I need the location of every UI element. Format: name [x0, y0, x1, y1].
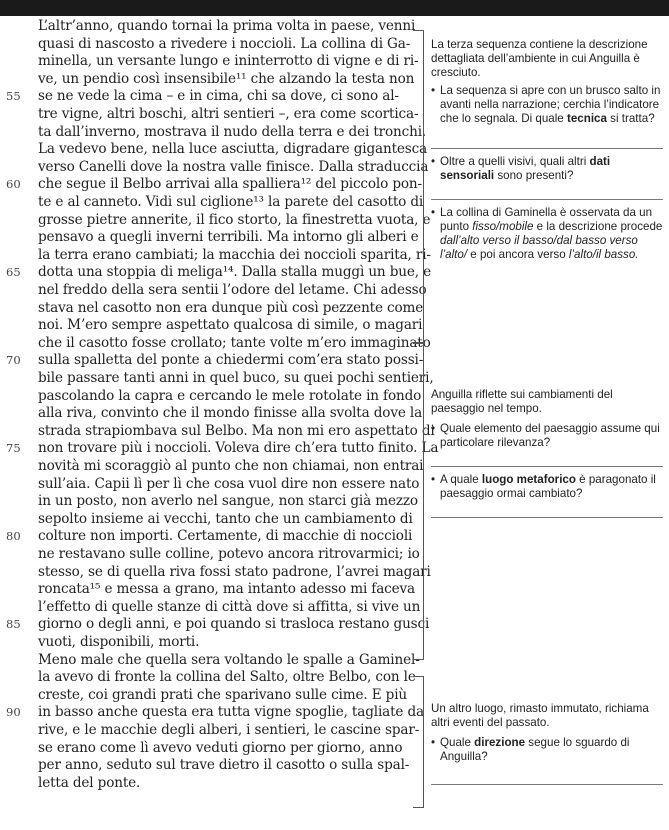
line-number: 55 [6, 89, 21, 104]
section-bracket-2 [413, 342, 424, 660]
question-text: si tratta? [606, 112, 655, 125]
text-line: pensavo a quegli inverni terribili. Ma intorno gli alberi e [38, 229, 419, 246]
question-text: e la descrizione procede [533, 220, 663, 233]
text-line: vuoti, disponibili, morti. [38, 634, 200, 650]
question-option[interactable]: fisso/mobile [472, 220, 534, 233]
sidebar-box-2 [431, 388, 663, 524]
text-line: grosse pietre annerite, il fico storto, la finestretta vuota, e [38, 211, 431, 228]
text-line: ve, un pendio così insensibile¹¹ che alzando la testa non [38, 70, 415, 87]
question-option[interactable]: dall’alto verso il basso/dal basso verso l’alto/ [440, 234, 638, 261]
line-number: 60 [6, 177, 21, 192]
text-line: l’effetto di quelle stanze di città dove si affitta, si vive un [38, 598, 421, 615]
answer-line[interactable] [431, 187, 663, 200]
text-line: la terra erano cambiati; la macchia dei noccioli sparita, ri- [38, 246, 431, 263]
question-keyword: direzione [474, 736, 526, 749]
text-line: minella, un versante lungo e ininterrotto di vigne e di ri- [38, 53, 419, 70]
text-line: te e al canneto. Vidi sul ciglione¹³ la parete del casotto di [38, 194, 424, 210]
question-text: Quale elemento del paesaggio assume qui particolare rilevanza? [440, 422, 660, 449]
section-bracket-3 [413, 676, 424, 808]
question-option[interactable]: l’alto/il basso. [568, 248, 639, 261]
question-text: sono presenti? [494, 169, 574, 182]
text-line: Meno male che quella sera voltando le spalle a Gaminel- [38, 651, 420, 668]
answer-line[interactable] [431, 505, 663, 518]
text-line: roncata¹⁵ e messa a grano, ma intanto adesso mi faceva [38, 581, 415, 598]
question-metaphor-place [431, 473, 663, 501]
sidebar-box-3-intro: Un altro luogo, rimasto immutato, richiama altri eventi del passato. [431, 702, 649, 729]
text-line: noi. M’ero sempre aspettato qualcosa di simile, o magari [38, 317, 423, 334]
text-line: ne restavano sulle colline, potevo ancora ritrovarmici; io [38, 546, 420, 562]
text-line: letta del ponte. [38, 774, 141, 791]
text-line: per anno, seduto sul trave dietro il casotto o sulla spal- [38, 757, 410, 774]
line-number: 70 [6, 353, 21, 368]
text-line: in basso anche questa era tutta vigne spoglie, tagliate da [38, 704, 424, 721]
answer-line[interactable] [431, 136, 663, 149]
question-text: Oltre a quelli visivi, quali altri [440, 155, 590, 168]
question-text: e poi ancora verso [467, 248, 569, 261]
question-keyword: luogo metaforico [481, 473, 576, 486]
question-text: La sequenza si apre con un brusco salto in avanti nella narrazione; cerchia l’indicatore che lo segnala. Di quale [440, 84, 661, 125]
text-line: dotta una stoppia di meliga¹⁴. Dalla stalla muggì un bue, e [38, 264, 431, 281]
answer-line[interactable] [431, 772, 663, 785]
question-text: La collina di Gaminella è osservata da un punto [440, 206, 653, 233]
sidebar-box-1 [431, 38, 663, 262]
text-line: colture non importi. Certamente, di macchie di noccioli [38, 528, 413, 545]
text-line: quasi di nascosto a rivedere i noccioli. La collina di Ga- [38, 35, 411, 52]
text-line: stava nel casotto non era dunque più così pezzente come [38, 299, 424, 316]
sidebar-box-3 [431, 702, 663, 791]
text-line: giorno o degli anni, e poi quando si trasloca restano gusci [38, 616, 430, 633]
line-number: 90 [6, 705, 21, 720]
text-line: rive, e le macchie degli alberi, i sentieri, le cascine spar- [38, 722, 420, 738]
question-flash-forward [431, 84, 663, 126]
text-line: la avevo di fronte la collina del Salto, oltre Belbo, con le [38, 669, 416, 686]
sidebar-box-2-intro: Anguilla riflette sui cambiamenti del paesaggio nel tempo. [431, 388, 613, 415]
text-line: se ne vede la cima – e in cima, chi sa dove, ci sono al- [38, 88, 399, 105]
text-line: novità mi scoraggiò al punto che non chiamai, non entrai [38, 458, 424, 474]
question-text: segue lo sguardo di Anguilla? [440, 736, 630, 763]
text-line: se erano come lì avevo veduti giorno per giorno, anno [38, 739, 403, 756]
text-line: non trovare più i noccioli. Voleva dire ch’era tutto finito. La [38, 440, 439, 457]
text-line: creste, coi grandi prati che sparivano sulle cime. E più [38, 686, 407, 703]
top-edge-bar [0, 0, 669, 16]
text-line: pascolando la capra e cercando le mele rotolate in fondo [38, 387, 422, 404]
question-text: A quale [440, 473, 482, 486]
question-text: Quale [440, 736, 475, 749]
text-line: bile passare tanti anni in quel buco, su quei pochi sentieri, [38, 370, 434, 386]
text-line: stesso, se di quella riva fossi stato padrone, l’avrei magari [38, 563, 431, 580]
line-number: 85 [6, 617, 21, 632]
text-line: che segue il Belbo arrivai alla spalliera¹² del piccolo pon- [38, 176, 422, 193]
question-point-of-view [431, 206, 663, 262]
sidebar-box-1-intro: La terza sequenza contiene la descrizione dettagliata dell’ambiente in cui Anguilla è cresciuto. [431, 38, 648, 79]
text-line: verso Canelli dove la nostra valle finisce. Dalla straduccia [38, 158, 429, 175]
text-line: L’altr’anno, quando tornai la prima volta in paese, venni [38, 18, 416, 34]
line-number: 75 [6, 441, 21, 456]
text-line: sepolto insieme ai vecchi, tanto che un cambiamento di [38, 510, 413, 527]
text-line: in un posto, non averlo nel sangue, non starci già mezzo [38, 493, 418, 510]
line-number: 80 [6, 529, 21, 544]
answer-line[interactable] [431, 454, 663, 467]
question-sensory-data [431, 155, 663, 183]
text-line: che il casotto fosse crollato; tante volte m’ero immaginato [38, 334, 431, 351]
text-line: nel freddo della sera sentii l’odore del letame. Chi adesso [38, 282, 427, 298]
question-landscape-element [431, 422, 663, 450]
question-keyword: dati sensoriali [440, 155, 611, 182]
text-line: sulla spalletta del ponte a chiedermi com’era stato possi- [38, 352, 424, 369]
text-line: sull’aia. Capii lì per lì che cosa vuol dire non essere nato [38, 475, 420, 492]
section-bracket-1 [413, 30, 424, 344]
text-line: alla riva, convinto che il mondo finisse alla svolta dove la [38, 405, 423, 422]
text-line: ta dall’inverno, mostrava il nudo della terra e dei tronchi. [38, 123, 427, 140]
text-line: strada strapiombava sul Belbo. Ma non mi ero aspettato di [38, 422, 435, 439]
line-number: 65 [6, 265, 21, 280]
text-line: tre vigne, altri boschi, altri sentieri –, era come scortica- [38, 106, 419, 122]
question-keyword: tecnica [566, 112, 607, 125]
text-line: La vedevo bene, nella luce asciutta, digradare gigantesca [38, 141, 428, 158]
question-gaze-direction [431, 736, 663, 764]
question-text: è paragonato il paesaggio ormai cambiato? [440, 473, 656, 500]
